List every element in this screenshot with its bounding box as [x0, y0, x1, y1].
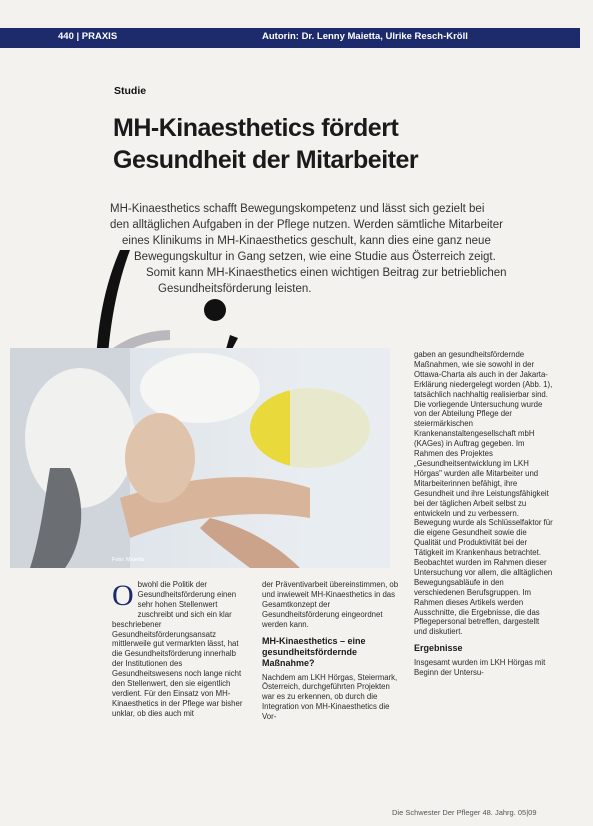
- title-line-2: Gesundheit der Mitarbeiter: [113, 146, 419, 174]
- lead-line-1: MH-Kinaesthetics schafft Bewegungskompetenz und lässt sich gezielt bei: [110, 203, 485, 215]
- column-3: [414, 350, 554, 678]
- photo-credit: Foto: Maietta: [112, 557, 145, 563]
- column-2-text-1: der Präventivarbeit übereinstimmen, ob und inwieweit MH-Kinaesthetics in das Gesamtkonzept der Gesundheitsförderung eingeordnet werden kann.: [262, 580, 399, 629]
- section-label: 440 | PRAXIS: [58, 31, 118, 42]
- lead-line-4: Bewegungskultur in Gang setzen, wie eine Studie aus Österreich zeigt.: [134, 251, 496, 263]
- lead-line-6: Gesundheitsförderung leisten.: [158, 283, 312, 295]
- lead-line-2: den alltäglichen Aufgaben in der Pflege nutzen. Werden sämtliche Mitarbeiter: [110, 219, 503, 231]
- kicker-label: Studie: [114, 85, 147, 97]
- page-footer: Die Schwester Der Pfleger 48. Jahrg. 05|09: [392, 808, 537, 817]
- column-2: [262, 580, 400, 722]
- header-bar: [0, 28, 580, 48]
- article-photo: [10, 348, 390, 568]
- authors-label: Autorin: Dr. Lenny Maietta, Ulrike Resch-Kröll: [262, 31, 468, 42]
- title-line-1: MH-Kinaesthetics fördert: [113, 114, 399, 142]
- column-3-subhead: Ergebnisse: [414, 643, 463, 654]
- article-title: [113, 112, 418, 176]
- lead-line-5: Somit kann MH-Kinaesthetics einen wichtigen Beitrag zur betrieblichen: [146, 267, 507, 279]
- dropcap: O: [112, 579, 134, 612]
- column-3-text-1: gaben an gesundheitsfördernde Maßnahmen, wie sie sowohl in der Ottawa-Charta als auch in der Jakarta-Erklärung niedergelegt worden (Abb. 1), tatsächlich nachhaltig realisierbar sind. Die vorliegende Untersuchung wurde von der Abteilung Pflege der steiermärkischen Krankenanstaltengesellschaft mbH (KAGes) in Auftrag gegeben. Im Rahmen des Projektes „Gesundheitsentwicklung im LKH Hörgas" wurden alle Mitarbeiter und Mitarbeiterinnen befähigt, ihre Gesundheit und ihre Leistungsfähigkeit bei der täglichen Arbeit selbst zu entwickeln und zu verbessern. Bewegung wurde als Schlüsselfaktor für die eigene Gesundheit sowie die Qualität und Produktivität bei der Tätigkeit im Krankenhaus betrachtet. Beobachtet wurden im Rahmen dieser Untersuchung vor allem, die alltäglichen Bewegungsabläufe in den verschiedenen Berufsgruppen. Im Rahmen dieses Artikels werden Ausschnitte, die Ergebnisse, die das Pflegepersonal betreffen, dargestellt und diskutiert.: [414, 350, 553, 637]
- column-2-text-2: Nachdem am LKH Hörgas, Steiermark, Österreich, durchgeführten Projekten war es zu erkennen, ob durch die Integration von MH-Kinaesthetics die Vor-: [262, 672, 398, 722]
- lead-line-3: eines Klinikums in MH-Kinaesthetics geschult, kann dies eine ganz neue: [122, 235, 491, 247]
- column-1-text: bwohl die Politik der Gesundheitsförderung einen sehr hohen Stellenwert zuschreibt und sich ein klar beschriebener Gesundheitsförderungsansatz mittlerweile gut vermarkten lässt, hat die Gesundheitsförderung innerhalb der Institutionen des Gesundheitswesens noch lange nicht den Stellenwert, den sie eigentlich verdient. Für den Einsatz von MH-Kinaesthetics in der Pflege war bisher unklar, ob dies auch mit: [112, 580, 243, 718]
- column-1: [112, 580, 247, 719]
- column-3-text-2: Insgesamt wurden im LKH Hörgas mit Beginn der Untersu-: [414, 658, 546, 678]
- column-2-subhead: MH-Kinaesthetics – eine gesundheitsfördernde Maßnahme?: [262, 635, 366, 668]
